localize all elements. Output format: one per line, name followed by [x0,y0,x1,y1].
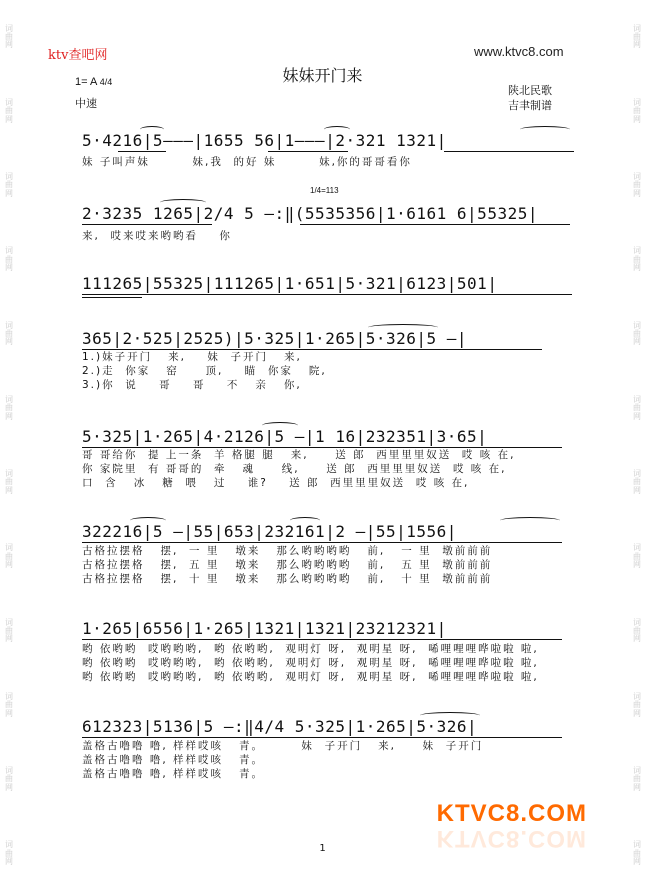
tie-slur [520,126,570,133]
lyric-line-6-1: 古格拉摆格 摆, 一 里 墩来 那么哟哟哟哟 前, 一 里 墩前前前 [82,545,493,557]
watermark-text: 词 曲 网 [633,320,641,347]
notation-line-1: 5·4216|5———|1655 56|1———|2·321 1321| [82,131,447,150]
beam [268,151,348,152]
watermark-text: 词 曲 网 [5,246,13,273]
lyric-line-8-3: 盖格古噜噜 噜, 样样哎咳 青。 [82,768,265,780]
beam [82,224,212,225]
beam [82,447,562,448]
tie-slur [500,517,560,524]
watermark-text: 词 曲 网 [633,766,641,792]
site-logo[interactable]: ktv查吧网 [48,48,108,63]
lyric-line-2-1: 来, 哎来哎来哟哟看 你 [82,230,232,242]
beam [82,542,562,543]
watermark-text: 词 曲 网 [633,469,641,495]
notation-line-4: 365|2·525|2525)|5·325|1·265|5·326|5 —| [82,329,468,348]
left-watermark-column [2,0,16,891]
notation-line-6: 322216|5 —|55|653|232161|2 —|55|1556| [82,522,457,541]
time-signature: 4/4 [99,77,113,87]
lyric-line-7-2: 哟 依哟哟 哎哟哟哟, 哟 依哟哟, 观明灯 呀, 观明星 呀, 唏哩哩哩哗啦啦 啦, [82,657,539,669]
tie-slur [368,324,438,331]
beam [82,737,562,738]
tie-slur [160,199,206,206]
watermark-text: 词 曲 网 [5,172,13,198]
lyric-line-5-1: 哥 哥给你 提 上一条 羊 格腿 腿 来, 送 郎 西里里里奴送 哎 咳 在, [82,449,516,461]
beam [118,151,166,152]
lyric-line-7-1: 哟 依哟哟 哎哟哟哟, 哟 依哟哟, 观明灯 呀, 观明星 呀, 唏哩哩哩哗啦啦 啦, [82,643,539,655]
notation-line-8: 612323|5136|5 —:‖4/4 5·325|1·265|5·326| [82,717,478,736]
song-origin: 陕北民歌 [508,84,552,97]
lyric-line-8-2: 盖格古噜噜 噜, 样样哎咳 青。 [82,754,265,766]
watermark-text: 词 曲 网 [5,543,13,570]
song-title: 妹妹开门来 [282,66,363,85]
ktvc8-logo[interactable]: KTVC8.COM [436,800,587,827]
lyric-line-5-3: 口 含 冰 糖 喂 过 谁? 送 郎 西里里里奴送 哎 咳 在, [82,477,470,489]
key-label: 1= A [75,76,97,88]
tempo-indication: 中速 [75,97,97,110]
lyric-line-7-3: 哟 依哟哟 哎哟哟哟, 哟 依哟哟, 观明灯 呀, 观明星 呀, 唏哩哩哩哗啦啦 啦, [82,671,539,683]
tie-slur [420,712,480,719]
beam [82,639,562,640]
lyric-line-5-2: 你 家院里 有 哥哥的 牵 魂 线, 送 郎 西里里里奴送 哎 咳 在, [82,463,507,475]
lyric-line-6-2: 古格拉摆格 摆, 五 里 墩来 那么哟哟哟哟 前, 五 里 墩前前前 [82,559,493,571]
watermark-text: 词 曲 网 [5,23,13,50]
watermark-text: 词 曲 网 [5,766,13,792]
tempo-marking: 1/4=113 [310,186,339,195]
lyric-line-4-2: 2.)走 你家 窑 顶, 瞄 你家 院, [82,365,327,377]
notation-line-3: 111265|55325|111265|1·651|5·321|6123|501| [82,274,498,293]
watermark-text: 词 曲 网 [633,691,641,718]
watermark-text: 词 曲 网 [5,320,13,347]
beam [82,349,542,350]
page-number: 1 [319,843,326,854]
watermark-text: 词 曲 网 [5,691,13,718]
watermark-text: 词 曲 网 [5,97,13,124]
tie-slur [140,126,164,133]
watermark-text: 词 曲 网 [5,617,13,644]
watermark-text: 词 曲 网 [633,840,641,867]
notation-line-5: 5·325|1·265|4·2126|5 —|1 16|232351|3·65| [82,427,488,446]
watermark-text: 词 曲 网 [633,97,641,124]
watermark-text: 词 曲 网 [633,543,641,570]
beam [444,151,574,152]
lyric-line-4-3: 3.)你 说 哥 哥 不 亲 你, [82,379,302,391]
watermark-text: 词 曲 网 [633,23,641,50]
ktvc8-logo-reflection: KTVC8.COM [436,825,587,852]
watermark-text: 词 曲 网 [633,172,641,198]
arranger-credit: 吉聿制谱 [508,99,552,112]
watermark-text: 词 曲 网 [633,394,641,421]
notation-line-7: 1·265|6556|1·265|1321|1321|23212321| [82,619,447,638]
key-signature [75,76,112,88]
lyric-line-1-1: 妹 子叫声妹 妹,我 的好 妹 妹,你的哥哥看你 [82,156,412,168]
beam [82,294,572,295]
right-watermark-column [630,0,644,891]
beam [300,224,570,225]
beam [82,297,142,298]
watermark-text: 词 曲 网 [633,617,641,644]
tie-slur [324,126,350,133]
watermark-text: 词 曲 网 [5,469,13,495]
tie-slur [130,517,166,524]
lyric-line-4-1: 1.)妹子开门 来, 妹 子开门 来, [82,351,302,363]
watermark-text: 词 曲 网 [5,840,13,867]
tie-slur [262,422,298,429]
lyric-line-6-3: 古格拉摆格 摆, 十 里 墩来 那么哟哟哟哟 前, 十 里 墩前前前 [82,573,493,585]
lyric-line-8-1: 盖格古噜噜 噜, 样样哎咳 青。 妹 子开门 来, 妹 子开门 [82,740,484,752]
notation-line-2: 2·3235 1265|2/4 5 —:‖(5535356|1·6161 6|55325| [82,204,538,223]
watermark-text: 词 曲 网 [5,394,13,421]
site-url[interactable]: www.ktvc8.com [474,44,564,59]
watermark-text: 词 曲 网 [633,246,641,273]
tie-slur [290,517,320,524]
